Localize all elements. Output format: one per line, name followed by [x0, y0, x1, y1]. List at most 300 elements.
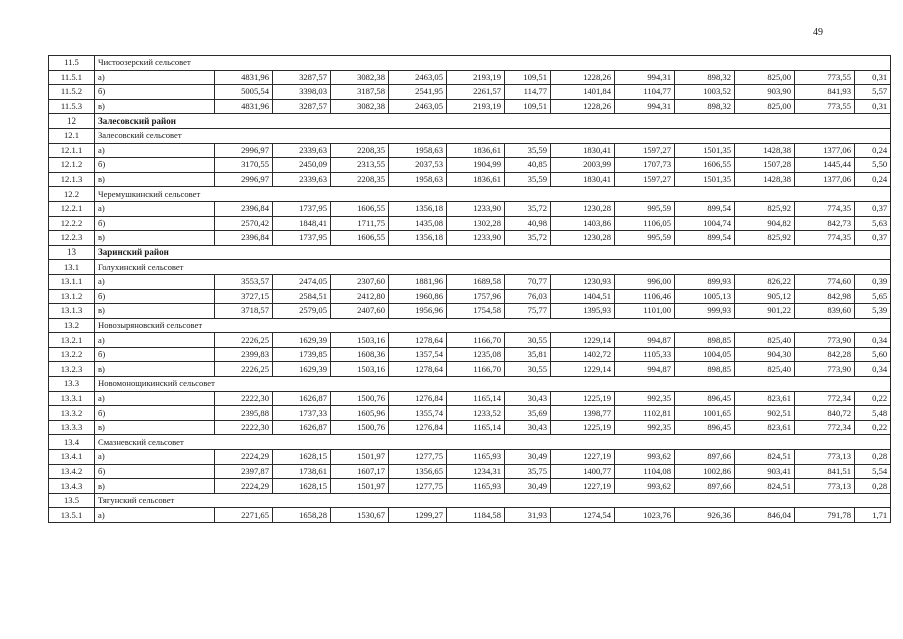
value-cell: 2996,97 [215, 172, 273, 187]
table-row [49, 406, 891, 421]
variant-label: а) [95, 70, 215, 85]
value-cell: 2037,53 [389, 158, 447, 173]
row-code: 13.2.1 [49, 333, 95, 348]
value-cell: 35,75 [505, 464, 551, 479]
value-cell: 992,35 [615, 420, 675, 435]
table-row [49, 70, 891, 85]
value-cell: 1958,63 [389, 172, 447, 187]
value-cell: 1500,76 [331, 391, 389, 406]
table-row [49, 216, 891, 231]
value-cell: 1104,77 [615, 85, 675, 100]
value-cell: 0,22 [855, 420, 891, 435]
value-cell: 40,85 [505, 158, 551, 173]
value-cell: 1276,84 [389, 420, 447, 435]
value-cell: 996,00 [615, 274, 675, 289]
value-cell: 1626,87 [273, 420, 331, 435]
value-cell: 903,41 [735, 464, 795, 479]
table-row [49, 201, 891, 216]
value-cell: 1401,84 [551, 85, 615, 100]
variant-label: а) [95, 274, 215, 289]
value-cell: 30,55 [505, 362, 551, 377]
value-cell: 1501,97 [331, 479, 389, 494]
value-cell: 1356,18 [389, 231, 447, 246]
value-cell: 3553,57 [215, 274, 273, 289]
row-code: 12.2.2 [49, 216, 95, 231]
value-cell: 2474,05 [273, 274, 331, 289]
row-code: 13.3.3 [49, 420, 95, 435]
section-title: Чистоозерский сельсовет [95, 56, 891, 71]
value-cell: 774,60 [795, 274, 855, 289]
value-cell: 0,24 [855, 143, 891, 158]
value-cell: 1004,74 [675, 216, 735, 231]
row-code: 13.1.3 [49, 304, 95, 319]
value-cell: 5,65 [855, 289, 891, 304]
value-cell: 825,00 [735, 70, 795, 85]
value-cell: 35,59 [505, 143, 551, 158]
value-cell: 1830,41 [551, 143, 615, 158]
value-cell: 841,51 [795, 464, 855, 479]
value-cell: 1302,28 [447, 216, 505, 231]
value-cell: 1233,90 [447, 231, 505, 246]
value-cell: 1227,19 [551, 479, 615, 494]
table-row [49, 450, 891, 465]
value-cell: 0,34 [855, 333, 891, 348]
value-cell: 0,24 [855, 172, 891, 187]
value-cell: 1278,64 [389, 362, 447, 377]
district-title: Заринский район [95, 245, 891, 260]
table-row [49, 274, 891, 289]
section-title: Новомонощикинский сельсовет [95, 377, 891, 392]
variant-label: а) [95, 508, 215, 523]
value-cell: 1,71 [855, 508, 891, 523]
value-cell: 897,66 [675, 450, 735, 465]
value-cell: 994,87 [615, 333, 675, 348]
table-row [49, 304, 891, 319]
row-code: 13.3 [49, 377, 95, 392]
value-cell: 1227,19 [551, 450, 615, 465]
value-cell: 1956,96 [389, 304, 447, 319]
table-row [49, 508, 891, 523]
value-cell: 1737,95 [273, 201, 331, 216]
value-cell: 1235,08 [447, 347, 505, 362]
value-cell: 1628,15 [273, 450, 331, 465]
value-cell: 2463,05 [389, 99, 447, 114]
section-title: Тягунский сельсовет [95, 493, 891, 508]
variant-label: б) [95, 289, 215, 304]
value-cell: 1836,61 [447, 172, 505, 187]
district-title: Залесовский район [95, 114, 891, 129]
row-code: 12.1.3 [49, 172, 95, 187]
value-cell: 1165,14 [447, 391, 505, 406]
value-cell: 1106,05 [615, 216, 675, 231]
value-cell: 898,32 [675, 99, 735, 114]
value-cell: 825,92 [735, 201, 795, 216]
value-cell: 1228,26 [551, 99, 615, 114]
value-cell: 903,90 [735, 85, 795, 100]
variant-label: б) [95, 216, 215, 231]
value-cell: 823,61 [735, 391, 795, 406]
value-cell: 993,62 [615, 450, 675, 465]
value-cell: 1754,58 [447, 304, 505, 319]
value-cell: 5,63 [855, 216, 891, 231]
section-title: Голухинский сельсовет [95, 260, 891, 275]
value-cell: 1658,28 [273, 508, 331, 523]
value-cell: 901,22 [735, 304, 795, 319]
value-cell: 1501,35 [675, 172, 735, 187]
value-cell: 999,93 [675, 304, 735, 319]
value-cell: 2339,63 [273, 143, 331, 158]
value-cell: 904,82 [735, 216, 795, 231]
value-cell: 2541,95 [389, 85, 447, 100]
value-cell: 1507,28 [735, 158, 795, 173]
value-cell: 2222,30 [215, 391, 273, 406]
value-cell: 1738,61 [273, 464, 331, 479]
section-header-row [49, 187, 891, 202]
value-cell: 2407,60 [331, 304, 389, 319]
row-code: 13.4 [49, 435, 95, 450]
value-cell: 904,30 [735, 347, 795, 362]
value-cell: 1398,77 [551, 406, 615, 421]
value-cell: 1530,67 [331, 508, 389, 523]
section-header-row [49, 435, 891, 450]
section-title: Черемушкинский сельсовет [95, 187, 891, 202]
value-cell: 1707,73 [615, 158, 675, 173]
value-cell: 1626,87 [273, 391, 331, 406]
value-cell: 899,93 [675, 274, 735, 289]
value-cell: 992,35 [615, 391, 675, 406]
value-cell: 109,51 [505, 70, 551, 85]
value-cell: 0,37 [855, 201, 891, 216]
value-cell: 926,36 [675, 508, 735, 523]
value-cell: 772,34 [795, 420, 855, 435]
value-cell: 898,85 [675, 333, 735, 348]
value-cell: 75,77 [505, 304, 551, 319]
value-cell: 76,03 [505, 289, 551, 304]
value-cell: 5,60 [855, 347, 891, 362]
value-cell: 1233,90 [447, 201, 505, 216]
variant-label: б) [95, 85, 215, 100]
table-row [49, 231, 891, 246]
value-cell: 1184,58 [447, 508, 505, 523]
value-cell: 5,54 [855, 464, 891, 479]
value-cell: 2224,29 [215, 450, 273, 465]
value-cell: 109,51 [505, 99, 551, 114]
row-code: 13.4.3 [49, 479, 95, 494]
section-header-row [49, 56, 891, 71]
value-cell: 1277,75 [389, 450, 447, 465]
value-cell: 1005,13 [675, 289, 735, 304]
table-row [49, 172, 891, 187]
value-cell: 773,90 [795, 333, 855, 348]
value-cell: 896,45 [675, 420, 735, 435]
row-code: 12.2.1 [49, 201, 95, 216]
value-cell: 5,48 [855, 406, 891, 421]
value-cell: 3082,38 [331, 70, 389, 85]
value-cell: 1105,33 [615, 347, 675, 362]
value-cell: 897,66 [675, 479, 735, 494]
value-cell: 2396,84 [215, 231, 273, 246]
value-cell: 839,60 [795, 304, 855, 319]
variant-label: в) [95, 362, 215, 377]
value-cell: 1003,52 [675, 85, 735, 100]
table-row [49, 479, 891, 494]
value-cell: 1757,96 [447, 289, 505, 304]
row-code: 13.1.2 [49, 289, 95, 304]
value-cell: 1377,06 [795, 172, 855, 187]
district-header-row [49, 245, 891, 260]
value-cell: 2226,25 [215, 333, 273, 348]
value-cell: 824,51 [735, 479, 795, 494]
value-cell: 2226,25 [215, 362, 273, 377]
value-cell: 114,77 [505, 85, 551, 100]
value-cell: 3287,57 [273, 99, 331, 114]
value-cell: 1608,36 [331, 347, 389, 362]
value-cell: 35,59 [505, 172, 551, 187]
row-code: 12.2.3 [49, 231, 95, 246]
variant-label: б) [95, 406, 215, 421]
value-cell: 35,72 [505, 201, 551, 216]
value-cell: 4831,96 [215, 70, 273, 85]
value-cell: 1234,31 [447, 464, 505, 479]
value-cell: 1357,54 [389, 347, 447, 362]
table-row [49, 464, 891, 479]
value-cell: 1606,55 [675, 158, 735, 173]
value-cell: 2193,19 [447, 70, 505, 85]
value-cell: 2208,35 [331, 172, 389, 187]
value-cell: 2224,29 [215, 479, 273, 494]
value-cell: 1230,28 [551, 201, 615, 216]
value-cell: 5005,54 [215, 85, 273, 100]
value-cell: 2003,99 [551, 158, 615, 173]
value-cell: 1711,75 [331, 216, 389, 231]
value-cell: 773,55 [795, 70, 855, 85]
value-cell: 1689,58 [447, 274, 505, 289]
value-cell: 1629,39 [273, 362, 331, 377]
table-row [49, 158, 891, 173]
value-cell: 1739,85 [273, 347, 331, 362]
value-cell: 30,55 [505, 333, 551, 348]
value-cell: 1001,65 [675, 406, 735, 421]
value-cell: 0,34 [855, 362, 891, 377]
value-cell: 1278,64 [389, 333, 447, 348]
value-cell: 1299,27 [389, 508, 447, 523]
table-row [49, 362, 891, 377]
value-cell: 2261,57 [447, 85, 505, 100]
value-cell: 35,72 [505, 231, 551, 246]
value-cell: 1233,52 [447, 406, 505, 421]
variant-label: б) [95, 347, 215, 362]
value-cell: 2193,19 [447, 99, 505, 114]
value-cell: 791,78 [795, 508, 855, 523]
value-cell: 995,59 [615, 231, 675, 246]
value-cell: 1404,51 [551, 289, 615, 304]
value-cell: 1428,38 [735, 143, 795, 158]
row-code: 12 [49, 114, 95, 129]
value-cell: 0,28 [855, 479, 891, 494]
value-cell: 1102,81 [615, 406, 675, 421]
value-cell: 1228,26 [551, 70, 615, 85]
value-cell: 30,43 [505, 391, 551, 406]
value-cell: 1230,93 [551, 274, 615, 289]
section-header-row [49, 318, 891, 333]
row-code: 13.1 [49, 260, 95, 275]
value-cell: 1229,14 [551, 362, 615, 377]
value-cell: 842,73 [795, 216, 855, 231]
value-cell: 0,37 [855, 231, 891, 246]
value-cell: 35,69 [505, 406, 551, 421]
variant-label: б) [95, 464, 215, 479]
variant-label: в) [95, 231, 215, 246]
row-code: 13.3.2 [49, 406, 95, 421]
value-cell: 825,00 [735, 99, 795, 114]
row-code: 11.5 [49, 56, 95, 71]
value-cell: 1166,70 [447, 362, 505, 377]
value-cell: 2579,05 [273, 304, 331, 319]
value-cell: 1229,14 [551, 333, 615, 348]
value-cell: 1225,19 [551, 420, 615, 435]
value-cell: 842,98 [795, 289, 855, 304]
value-cell: 35,81 [505, 347, 551, 362]
value-cell: 2412,80 [331, 289, 389, 304]
row-code: 13 [49, 245, 95, 260]
value-cell: 1737,33 [273, 406, 331, 421]
value-cell: 1605,96 [331, 406, 389, 421]
row-code: 13.2 [49, 318, 95, 333]
row-code: 13.1.1 [49, 274, 95, 289]
value-cell: 1960,86 [389, 289, 447, 304]
section-header-row [49, 128, 891, 143]
value-cell: 1501,97 [331, 450, 389, 465]
value-cell: 2339,63 [273, 172, 331, 187]
page-number: 49 [813, 27, 823, 38]
value-cell: 2396,84 [215, 201, 273, 216]
value-cell: 0,28 [855, 450, 891, 465]
value-cell: 902,51 [735, 406, 795, 421]
row-code: 11.5.1 [49, 70, 95, 85]
value-cell: 899,54 [675, 201, 735, 216]
value-cell: 826,22 [735, 274, 795, 289]
value-cell: 2313,55 [331, 158, 389, 173]
value-cell: 1836,61 [447, 143, 505, 158]
value-cell: 994,31 [615, 99, 675, 114]
value-cell: 994,87 [615, 362, 675, 377]
row-code: 12.1 [49, 128, 95, 143]
row-code: 11.5.2 [49, 85, 95, 100]
value-cell: 774,35 [795, 201, 855, 216]
value-cell: 0,22 [855, 391, 891, 406]
value-cell: 5,57 [855, 85, 891, 100]
value-cell: 774,35 [795, 231, 855, 246]
value-cell: 1400,77 [551, 464, 615, 479]
value-cell: 31,93 [505, 508, 551, 523]
value-cell: 773,90 [795, 362, 855, 377]
row-code: 13.4.1 [49, 450, 95, 465]
value-cell: 1606,55 [331, 231, 389, 246]
value-cell: 0,31 [855, 70, 891, 85]
table-row [49, 420, 891, 435]
section-title: Залесовский сельсовет [95, 128, 891, 143]
value-cell: 1737,95 [273, 231, 331, 246]
value-cell: 1503,16 [331, 333, 389, 348]
variant-label: б) [95, 158, 215, 173]
value-cell: 30,49 [505, 479, 551, 494]
value-cell: 1904,99 [447, 158, 505, 173]
variant-label: в) [95, 99, 215, 114]
value-cell: 898,32 [675, 70, 735, 85]
value-cell: 2450,09 [273, 158, 331, 173]
value-cell: 1004,05 [675, 347, 735, 362]
value-cell: 1501,35 [675, 143, 735, 158]
row-code: 11.5.3 [49, 99, 95, 114]
value-cell: 1445,44 [795, 158, 855, 173]
value-cell: 2208,35 [331, 143, 389, 158]
variant-label: в) [95, 172, 215, 187]
value-cell: 1166,70 [447, 333, 505, 348]
value-cell: 896,45 [675, 391, 735, 406]
value-cell: 5,39 [855, 304, 891, 319]
variant-label: а) [95, 143, 215, 158]
value-cell: 3082,38 [331, 99, 389, 114]
value-cell: 1597,27 [615, 143, 675, 158]
value-cell: 1503,16 [331, 362, 389, 377]
value-cell: 824,51 [735, 450, 795, 465]
value-cell: 2570,42 [215, 216, 273, 231]
value-cell: 1848,41 [273, 216, 331, 231]
section-header-row [49, 493, 891, 508]
variant-label: в) [95, 304, 215, 319]
value-cell: 3718,57 [215, 304, 273, 319]
value-cell: 1597,27 [615, 172, 675, 187]
value-cell: 842,28 [795, 347, 855, 362]
value-cell: 1628,15 [273, 479, 331, 494]
value-cell: 1104,08 [615, 464, 675, 479]
table-row [49, 333, 891, 348]
row-code: 13.3.1 [49, 391, 95, 406]
value-cell: 1356,65 [389, 464, 447, 479]
row-code: 13.2.3 [49, 362, 95, 377]
value-cell: 1274,54 [551, 508, 615, 523]
value-cell: 1881,96 [389, 274, 447, 289]
value-cell: 1428,38 [735, 172, 795, 187]
value-cell: 1165,93 [447, 450, 505, 465]
variant-label: а) [95, 450, 215, 465]
variant-label: а) [95, 201, 215, 216]
value-cell: 1106,46 [615, 289, 675, 304]
value-cell: 0,31 [855, 99, 891, 114]
value-cell: 1629,39 [273, 333, 331, 348]
table-row [49, 99, 891, 114]
value-cell: 773,13 [795, 450, 855, 465]
section-title: Новозыряновский сельсовет [95, 318, 891, 333]
value-cell: 846,04 [735, 508, 795, 523]
section-title: Смазневский сельсовет [95, 435, 891, 450]
value-cell: 1402,72 [551, 347, 615, 362]
value-cell: 4831,96 [215, 99, 273, 114]
section-header-row [49, 377, 891, 392]
row-code: 12.2 [49, 187, 95, 202]
table-row [49, 347, 891, 362]
value-cell: 1165,14 [447, 420, 505, 435]
value-cell: 1395,93 [551, 304, 615, 319]
value-cell: 899,54 [675, 231, 735, 246]
value-cell: 3727,15 [215, 289, 273, 304]
value-cell: 2584,51 [273, 289, 331, 304]
value-cell: 70,77 [505, 274, 551, 289]
row-code: 12.1.2 [49, 158, 95, 173]
table-body [49, 56, 891, 523]
value-cell: 1230,28 [551, 231, 615, 246]
value-cell: 3187,58 [331, 85, 389, 100]
